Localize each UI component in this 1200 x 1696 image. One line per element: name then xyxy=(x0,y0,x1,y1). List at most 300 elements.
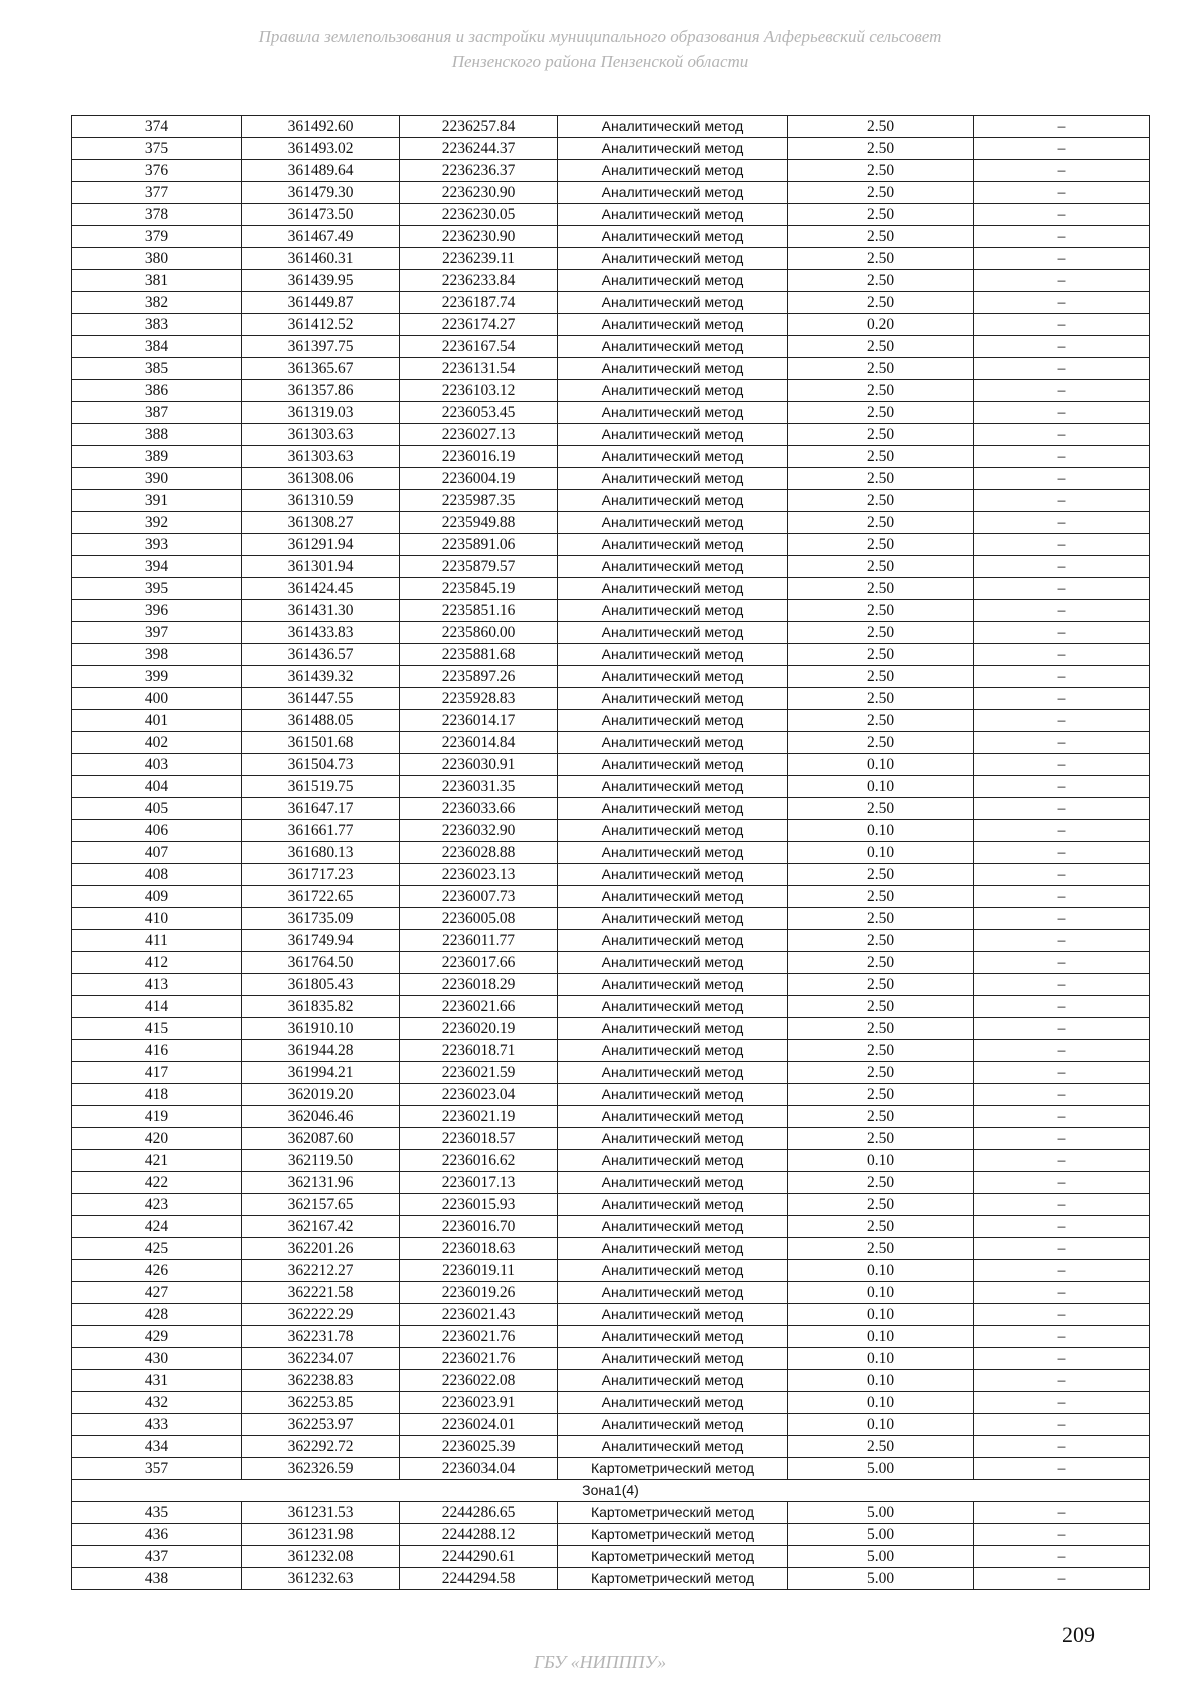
cell-point-number: 422 xyxy=(72,1172,242,1194)
cell-accuracy: 0.10 xyxy=(788,1326,974,1348)
cell-point-number: 435 xyxy=(72,1502,242,1524)
cell-method: Аналитический метод xyxy=(558,248,788,270)
table-row xyxy=(72,952,1150,974)
header-line-2: Пензенского района Пензенской области xyxy=(451,52,749,71)
cell-point-number: 399 xyxy=(72,666,242,688)
cell-x-coordinate: 362253.97 xyxy=(242,1414,400,1436)
cell-x-coordinate: 361722.65 xyxy=(242,886,400,908)
cell-x-coordinate: 362119.50 xyxy=(242,1150,400,1172)
cell-point-number: 431 xyxy=(72,1370,242,1392)
cell-method: Аналитический метод xyxy=(558,952,788,974)
cell-accuracy: 2.50 xyxy=(788,446,974,468)
table-row xyxy=(72,204,1150,226)
cell-x-coordinate: 361447.55 xyxy=(242,688,400,710)
cell-point-number: 430 xyxy=(72,1348,242,1370)
cell-y-coordinate: 2236018.63 xyxy=(400,1238,558,1260)
cell-y-coordinate: 2236005.08 xyxy=(400,908,558,930)
cell-accuracy: 2.50 xyxy=(788,160,974,182)
cell-y-coordinate: 2235879.57 xyxy=(400,556,558,578)
cell-point-number: 426 xyxy=(72,1260,242,1282)
cell-accuracy: 0.10 xyxy=(788,754,974,776)
cell-accuracy: 0.10 xyxy=(788,842,974,864)
cell-note: – xyxy=(974,710,1150,732)
cell-y-coordinate: 2236236.37 xyxy=(400,160,558,182)
cell-y-coordinate: 2236021.76 xyxy=(400,1326,558,1348)
cell-y-coordinate: 2236016.19 xyxy=(400,446,558,468)
cell-note: – xyxy=(974,1216,1150,1238)
cell-y-coordinate: 2236187.74 xyxy=(400,292,558,314)
cell-x-coordinate: 361473.50 xyxy=(242,204,400,226)
cell-point-number: 378 xyxy=(72,204,242,226)
cell-y-coordinate: 2236014.17 xyxy=(400,710,558,732)
cell-note: – xyxy=(974,534,1150,556)
table-row xyxy=(72,732,1150,754)
cell-y-coordinate: 2244288.12 xyxy=(400,1524,558,1546)
cell-accuracy: 5.00 xyxy=(788,1524,974,1546)
cell-point-number: 436 xyxy=(72,1524,242,1546)
cell-y-coordinate: 2235851.16 xyxy=(400,600,558,622)
cell-point-number: 416 xyxy=(72,1040,242,1062)
cell-x-coordinate: 361717.23 xyxy=(242,864,400,886)
cell-method: Аналитический метод xyxy=(558,1128,788,1150)
cell-y-coordinate: 2235891.06 xyxy=(400,534,558,556)
cell-method: Аналитический метод xyxy=(558,754,788,776)
cell-y-coordinate: 2236257.84 xyxy=(400,116,558,138)
cell-note: – xyxy=(974,1194,1150,1216)
cell-note: – xyxy=(974,666,1150,688)
table-row xyxy=(72,1150,1150,1172)
table-row xyxy=(72,1172,1150,1194)
cell-point-number: 433 xyxy=(72,1414,242,1436)
table-row xyxy=(72,336,1150,358)
cell-note: – xyxy=(974,468,1150,490)
cell-y-coordinate: 2236239.11 xyxy=(400,248,558,270)
table-row xyxy=(72,358,1150,380)
cell-y-coordinate: 2236021.19 xyxy=(400,1106,558,1128)
cell-point-number: 393 xyxy=(72,534,242,556)
cell-x-coordinate: 362019.20 xyxy=(242,1084,400,1106)
table-row xyxy=(72,1436,1150,1458)
cell-point-number: 411 xyxy=(72,930,242,952)
cell-accuracy: 2.50 xyxy=(788,1172,974,1194)
cell-accuracy: 2.50 xyxy=(788,622,974,644)
cell-method: Аналитический метод xyxy=(558,974,788,996)
cell-x-coordinate: 361489.64 xyxy=(242,160,400,182)
cell-x-coordinate: 361303.63 xyxy=(242,424,400,446)
table-row xyxy=(72,402,1150,424)
cell-y-coordinate: 2236007.73 xyxy=(400,886,558,908)
cell-accuracy: 2.50 xyxy=(788,468,974,490)
cell-x-coordinate: 362238.83 xyxy=(242,1370,400,1392)
cell-accuracy: 0.10 xyxy=(788,820,974,842)
cell-x-coordinate: 361764.50 xyxy=(242,952,400,974)
cell-method: Аналитический метод xyxy=(558,1040,788,1062)
cell-note: – xyxy=(974,578,1150,600)
cell-note: – xyxy=(974,776,1150,798)
cell-y-coordinate: 2236015.93 xyxy=(400,1194,558,1216)
cell-x-coordinate: 361488.05 xyxy=(242,710,400,732)
cell-point-number: 402 xyxy=(72,732,242,754)
cell-accuracy: 2.50 xyxy=(788,292,974,314)
cell-note: – xyxy=(974,1106,1150,1128)
cell-note: – xyxy=(974,1172,1150,1194)
cell-note: – xyxy=(974,1414,1150,1436)
cell-x-coordinate: 361735.09 xyxy=(242,908,400,930)
cell-method: Аналитический метод xyxy=(558,1106,788,1128)
zone-header-row xyxy=(72,1480,1150,1502)
cell-y-coordinate: 2236019.26 xyxy=(400,1282,558,1304)
cell-x-coordinate: 362157.65 xyxy=(242,1194,400,1216)
table-row xyxy=(72,996,1150,1018)
cell-method: Аналитический метод xyxy=(558,798,788,820)
cell-method: Аналитический метод xyxy=(558,358,788,380)
cell-accuracy: 2.50 xyxy=(788,512,974,534)
cell-accuracy: 2.50 xyxy=(788,930,974,952)
cell-point-number: 391 xyxy=(72,490,242,512)
cell-point-number: 376 xyxy=(72,160,242,182)
cell-point-number: 414 xyxy=(72,996,242,1018)
cell-y-coordinate: 2236034.04 xyxy=(400,1458,558,1480)
cell-x-coordinate: 362234.07 xyxy=(242,1348,400,1370)
cell-point-number: 394 xyxy=(72,556,242,578)
cell-accuracy: 2.50 xyxy=(788,1062,974,1084)
cell-accuracy: 0.10 xyxy=(788,1392,974,1414)
cell-x-coordinate: 362231.78 xyxy=(242,1326,400,1348)
cell-note: – xyxy=(974,820,1150,842)
cell-method: Аналитический метод xyxy=(558,908,788,930)
cell-method: Аналитический метод xyxy=(558,402,788,424)
cell-x-coordinate: 362326.59 xyxy=(242,1458,400,1480)
cell-method: Аналитический метод xyxy=(558,226,788,248)
cell-y-coordinate: 2236025.39 xyxy=(400,1436,558,1458)
cell-x-coordinate: 361232.63 xyxy=(242,1568,400,1590)
cell-note: – xyxy=(974,358,1150,380)
cell-accuracy: 2.50 xyxy=(788,974,974,996)
cell-x-coordinate: 361231.98 xyxy=(242,1524,400,1546)
cell-point-number: 380 xyxy=(72,248,242,270)
cell-note: – xyxy=(974,996,1150,1018)
cell-method: Аналитический метод xyxy=(558,380,788,402)
cell-y-coordinate: 2236024.01 xyxy=(400,1414,558,1436)
cell-method: Аналитический метод xyxy=(558,336,788,358)
cell-x-coordinate: 361303.63 xyxy=(242,446,400,468)
cell-x-coordinate: 362292.72 xyxy=(242,1436,400,1458)
table-row xyxy=(72,886,1150,908)
table-row xyxy=(72,534,1150,556)
cell-point-number: 417 xyxy=(72,1062,242,1084)
table-row xyxy=(72,842,1150,864)
table-row xyxy=(72,820,1150,842)
cell-point-number: 375 xyxy=(72,138,242,160)
coordinates-table-body xyxy=(72,116,1150,1590)
table-row xyxy=(72,1326,1150,1348)
cell-y-coordinate: 2236017.66 xyxy=(400,952,558,974)
cell-note: – xyxy=(974,688,1150,710)
table-row xyxy=(72,1216,1150,1238)
cell-y-coordinate: 2236053.45 xyxy=(400,402,558,424)
cell-y-coordinate: 2244286.65 xyxy=(400,1502,558,1524)
cell-x-coordinate: 362222.29 xyxy=(242,1304,400,1326)
cell-y-coordinate: 2236233.84 xyxy=(400,270,558,292)
cell-x-coordinate: 361412.52 xyxy=(242,314,400,336)
cell-method: Аналитический метод xyxy=(558,182,788,204)
cell-y-coordinate: 2236031.35 xyxy=(400,776,558,798)
cell-method: Аналитический метод xyxy=(558,512,788,534)
cell-method: Аналитический метод xyxy=(558,468,788,490)
cell-note: – xyxy=(974,292,1150,314)
table-row xyxy=(72,248,1150,270)
cell-accuracy: 2.50 xyxy=(788,666,974,688)
table-row xyxy=(72,864,1150,886)
cell-accuracy: 2.50 xyxy=(788,996,974,1018)
cell-x-coordinate: 361439.32 xyxy=(242,666,400,688)
cell-y-coordinate: 2236016.70 xyxy=(400,1216,558,1238)
cell-accuracy: 0.10 xyxy=(788,1282,974,1304)
cell-x-coordinate: 362212.27 xyxy=(242,1260,400,1282)
table-row xyxy=(72,1414,1150,1436)
cell-point-number: 429 xyxy=(72,1326,242,1348)
cell-accuracy: 2.50 xyxy=(788,908,974,930)
cell-point-number: 386 xyxy=(72,380,242,402)
cell-accuracy: 0.10 xyxy=(788,1304,974,1326)
cell-accuracy: 2.50 xyxy=(788,1128,974,1150)
cell-accuracy: 2.50 xyxy=(788,1040,974,1062)
cell-method: Аналитический метод xyxy=(558,930,788,952)
cell-point-number: 374 xyxy=(72,116,242,138)
cell-note: – xyxy=(974,1238,1150,1260)
table-row xyxy=(72,1304,1150,1326)
table-row xyxy=(72,1502,1150,1524)
cell-y-coordinate: 2236027.13 xyxy=(400,424,558,446)
cell-y-coordinate: 2236018.71 xyxy=(400,1040,558,1062)
table-row xyxy=(72,1370,1150,1392)
cell-x-coordinate: 361647.17 xyxy=(242,798,400,820)
cell-x-coordinate: 361232.08 xyxy=(242,1546,400,1568)
cell-y-coordinate: 2236230.90 xyxy=(400,226,558,248)
cell-note: – xyxy=(974,864,1150,886)
cell-point-number: 379 xyxy=(72,226,242,248)
cell-point-number: 434 xyxy=(72,1436,242,1458)
cell-point-number: 419 xyxy=(72,1106,242,1128)
cell-note: – xyxy=(974,1502,1150,1524)
cell-point-number: 387 xyxy=(72,402,242,424)
cell-x-coordinate: 361493.02 xyxy=(242,138,400,160)
table-row xyxy=(72,380,1150,402)
cell-x-coordinate: 362167.42 xyxy=(242,1216,400,1238)
cell-accuracy: 5.00 xyxy=(788,1458,974,1480)
cell-x-coordinate: 361479.30 xyxy=(242,182,400,204)
cell-point-number: 423 xyxy=(72,1194,242,1216)
cell-note: – xyxy=(974,952,1150,974)
cell-point-number: 403 xyxy=(72,754,242,776)
table-row xyxy=(72,512,1150,534)
cell-point-number: 427 xyxy=(72,1282,242,1304)
cell-method: Аналитический метод xyxy=(558,864,788,886)
cell-accuracy: 5.00 xyxy=(788,1502,974,1524)
cell-y-coordinate: 2236174.27 xyxy=(400,314,558,336)
table-row xyxy=(72,1260,1150,1282)
cell-note: – xyxy=(974,226,1150,248)
cell-point-number: 412 xyxy=(72,952,242,974)
cell-note: – xyxy=(974,512,1150,534)
cell-accuracy: 2.50 xyxy=(788,1216,974,1238)
cell-x-coordinate: 361357.86 xyxy=(242,380,400,402)
cell-method: Аналитический метод xyxy=(558,1260,788,1282)
cell-method: Аналитический метод xyxy=(558,710,788,732)
cell-x-coordinate: 361439.95 xyxy=(242,270,400,292)
cell-x-coordinate: 361431.30 xyxy=(242,600,400,622)
cell-method: Аналитический метод xyxy=(558,1370,788,1392)
cell-note: – xyxy=(974,622,1150,644)
cell-y-coordinate: 2236019.11 xyxy=(400,1260,558,1282)
cell-x-coordinate: 361308.27 xyxy=(242,512,400,534)
cell-method: Аналитический метод xyxy=(558,996,788,1018)
cell-x-coordinate: 361994.21 xyxy=(242,1062,400,1084)
table-row xyxy=(72,1546,1150,1568)
cell-accuracy: 2.50 xyxy=(788,336,974,358)
cell-y-coordinate: 2235949.88 xyxy=(400,512,558,534)
table-row xyxy=(72,1282,1150,1304)
table-row xyxy=(72,908,1150,930)
cell-y-coordinate: 2236018.29 xyxy=(400,974,558,996)
cell-point-number: 392 xyxy=(72,512,242,534)
table-row xyxy=(72,798,1150,820)
cell-method: Аналитический метод xyxy=(558,776,788,798)
cell-accuracy: 2.50 xyxy=(788,1238,974,1260)
cell-point-number: 390 xyxy=(72,468,242,490)
cell-y-coordinate: 2236032.90 xyxy=(400,820,558,842)
cell-method: Аналитический метод xyxy=(558,1392,788,1414)
cell-note: – xyxy=(974,798,1150,820)
cell-point-number: 418 xyxy=(72,1084,242,1106)
cell-method: Аналитический метод xyxy=(558,446,788,468)
cell-method: Аналитический метод xyxy=(558,1018,788,1040)
table-row xyxy=(72,578,1150,600)
cell-note: – xyxy=(974,182,1150,204)
cell-point-number: 407 xyxy=(72,842,242,864)
cell-x-coordinate: 361291.94 xyxy=(242,534,400,556)
cell-accuracy: 0.10 xyxy=(788,776,974,798)
cell-accuracy: 2.50 xyxy=(788,732,974,754)
cell-method: Аналитический метод xyxy=(558,666,788,688)
cell-note: – xyxy=(974,886,1150,908)
cell-note: – xyxy=(974,1348,1150,1370)
cell-method: Аналитический метод xyxy=(558,556,788,578)
cell-note: – xyxy=(974,248,1150,270)
document-footer: ГБУ «НИПППУ» xyxy=(533,1652,667,1672)
cell-x-coordinate: 361301.94 xyxy=(242,556,400,578)
cell-method: Аналитический метод xyxy=(558,1062,788,1084)
cell-method: Аналитический метод xyxy=(558,270,788,292)
zone-label: Зона1(4) xyxy=(72,1480,1150,1502)
cell-x-coordinate: 362131.96 xyxy=(242,1172,400,1194)
cell-point-number: 397 xyxy=(72,622,242,644)
cell-accuracy: 2.50 xyxy=(788,578,974,600)
cell-accuracy: 2.50 xyxy=(788,182,974,204)
cell-y-coordinate: 2236021.43 xyxy=(400,1304,558,1326)
cell-note: – xyxy=(974,380,1150,402)
cell-x-coordinate: 361519.75 xyxy=(242,776,400,798)
cell-point-number: 377 xyxy=(72,182,242,204)
cell-method: Аналитический метод xyxy=(558,644,788,666)
cell-note: – xyxy=(974,556,1150,578)
table-row xyxy=(72,930,1150,952)
cell-x-coordinate: 361310.59 xyxy=(242,490,400,512)
cell-point-number: 388 xyxy=(72,424,242,446)
table-row xyxy=(72,1238,1150,1260)
cell-note: – xyxy=(974,1436,1150,1458)
cell-accuracy: 2.50 xyxy=(788,358,974,380)
cell-point-number: 400 xyxy=(72,688,242,710)
cell-accuracy: 0.20 xyxy=(788,314,974,336)
table-row xyxy=(72,424,1150,446)
cell-note: – xyxy=(974,732,1150,754)
cell-x-coordinate: 361661.77 xyxy=(242,820,400,842)
table-row xyxy=(72,710,1150,732)
cell-accuracy: 2.50 xyxy=(788,534,974,556)
cell-y-coordinate: 2236020.19 xyxy=(400,1018,558,1040)
cell-point-number: 410 xyxy=(72,908,242,930)
cell-note: – xyxy=(974,402,1150,424)
cell-y-coordinate: 2236103.12 xyxy=(400,380,558,402)
cell-accuracy: 5.00 xyxy=(788,1546,974,1568)
cell-point-number: 389 xyxy=(72,446,242,468)
table-row xyxy=(72,314,1150,336)
cell-y-coordinate: 2236131.54 xyxy=(400,358,558,380)
cell-point-number: 432 xyxy=(72,1392,242,1414)
cell-method: Картометрический метод xyxy=(558,1568,788,1590)
cell-x-coordinate: 361397.75 xyxy=(242,336,400,358)
cell-x-coordinate: 362087.60 xyxy=(242,1128,400,1150)
cell-accuracy: 2.50 xyxy=(788,138,974,160)
cell-method: Аналитический метод xyxy=(558,1150,788,1172)
cell-method: Аналитический метод xyxy=(558,886,788,908)
cell-method: Аналитический метод xyxy=(558,1414,788,1436)
cell-accuracy: 0.10 xyxy=(788,1260,974,1282)
table-row xyxy=(72,270,1150,292)
cell-note: – xyxy=(974,1018,1150,1040)
table-row xyxy=(72,1128,1150,1150)
cell-y-coordinate: 2236023.91 xyxy=(400,1392,558,1414)
table-row xyxy=(72,688,1150,710)
cell-y-coordinate: 2236021.66 xyxy=(400,996,558,1018)
cell-x-coordinate: 361436.57 xyxy=(242,644,400,666)
cell-note: – xyxy=(974,160,1150,182)
table-row xyxy=(72,1568,1150,1590)
cell-note: – xyxy=(974,1260,1150,1282)
cell-x-coordinate: 361749.94 xyxy=(242,930,400,952)
cell-method: Аналитический метод xyxy=(558,732,788,754)
page-number: 209 xyxy=(1062,1622,1095,1647)
cell-accuracy: 2.50 xyxy=(788,600,974,622)
cell-point-number: 401 xyxy=(72,710,242,732)
cell-y-coordinate: 2236023.13 xyxy=(400,864,558,886)
cell-x-coordinate: 362201.26 xyxy=(242,1238,400,1260)
cell-point-number: 406 xyxy=(72,820,242,842)
cell-note: – xyxy=(974,1128,1150,1150)
table-row xyxy=(72,1194,1150,1216)
cell-method: Аналитический метод xyxy=(558,1282,788,1304)
cell-y-coordinate: 2236014.84 xyxy=(400,732,558,754)
cell-method: Аналитический метод xyxy=(558,1172,788,1194)
table-row xyxy=(72,446,1150,468)
cell-method: Аналитический метод xyxy=(558,622,788,644)
cell-note: – xyxy=(974,1282,1150,1304)
cell-note: – xyxy=(974,138,1150,160)
cell-accuracy: 0.10 xyxy=(788,1370,974,1392)
cell-accuracy: 2.50 xyxy=(788,556,974,578)
cell-note: – xyxy=(974,446,1150,468)
